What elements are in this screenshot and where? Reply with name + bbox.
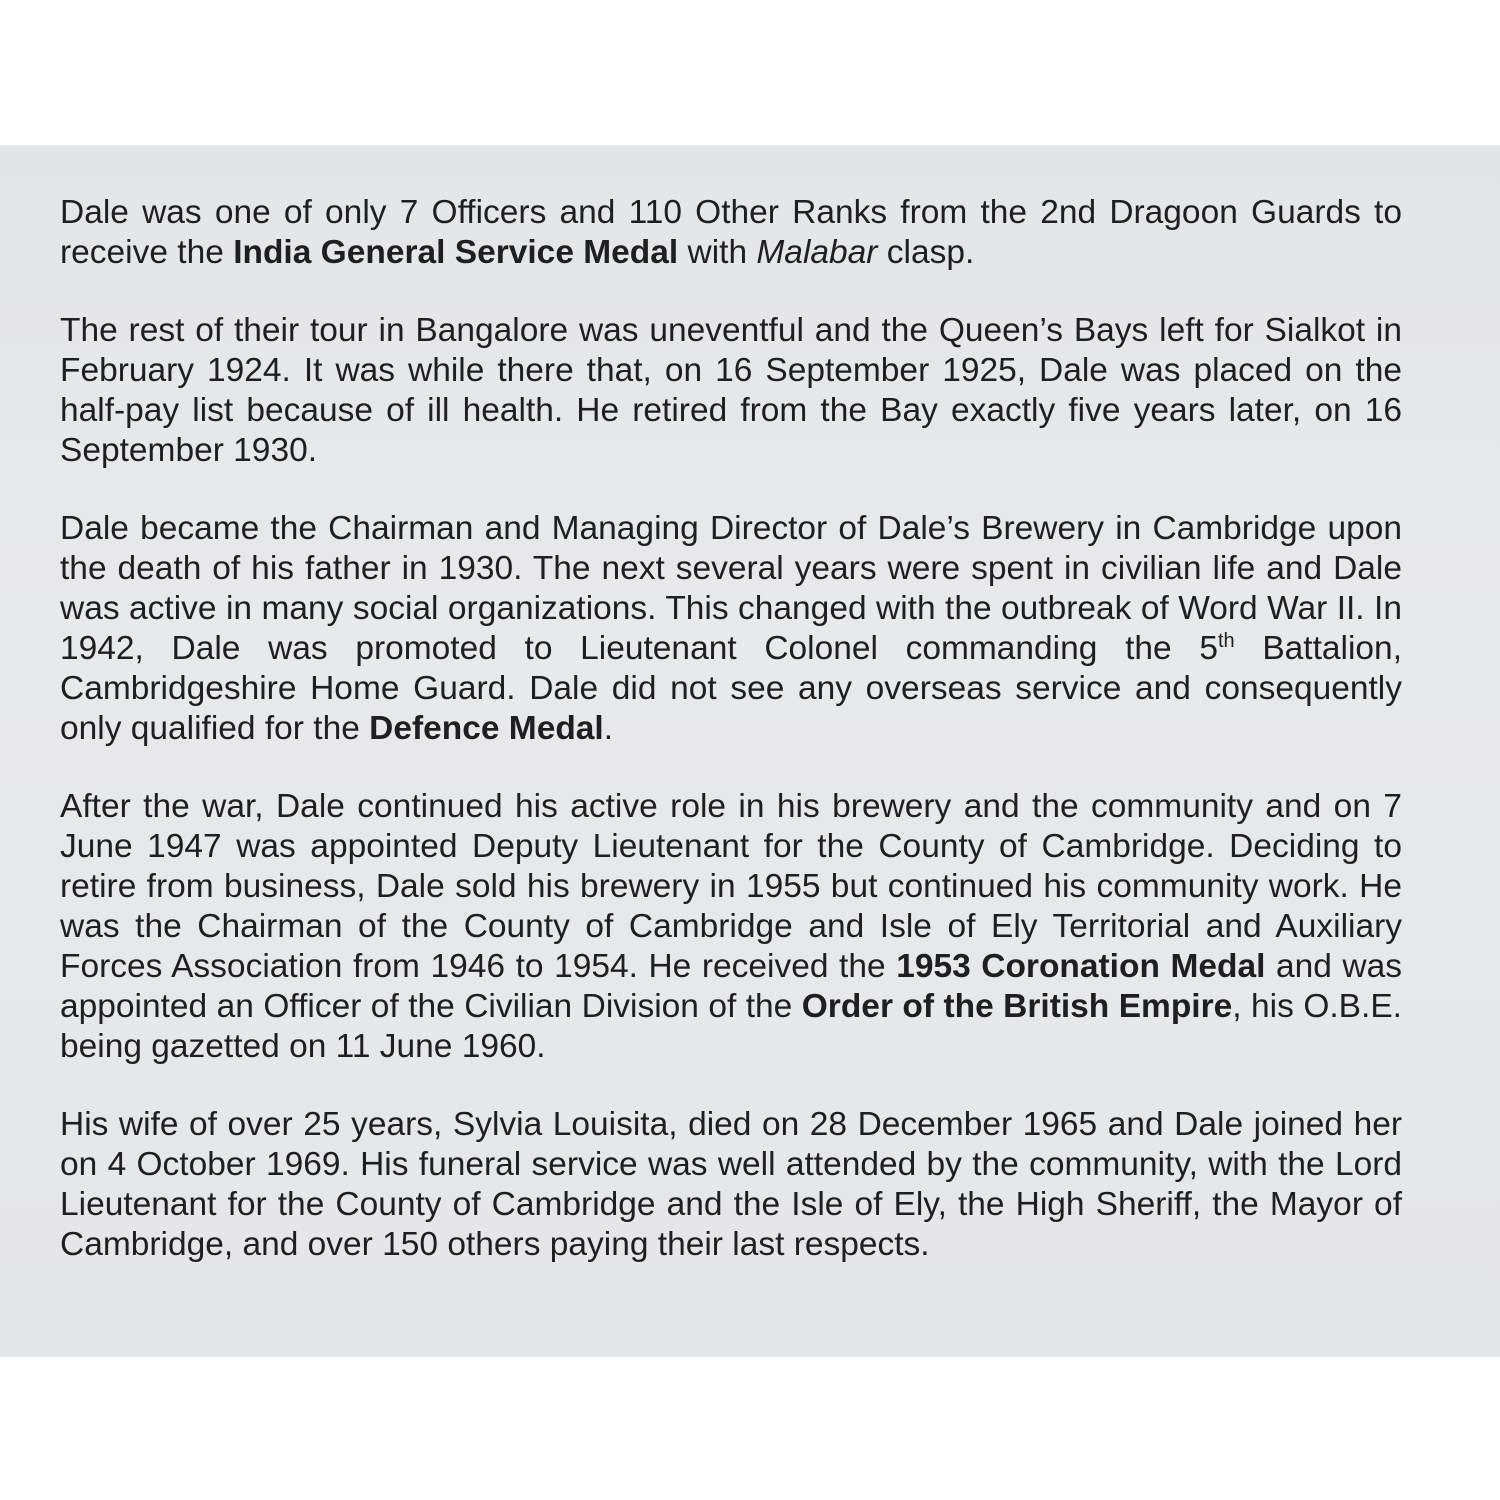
text-segment: Dale became the Chairman and Managing Director of Dale’s Brewery in Cambridge upon the death of his father in 1930. The next several years were spent in civilian life and Dale was active in many social organizations. This changed with the outbreak of Word War II. In 1942, Dale was promoted to Lieutenant Colonel commanding the 5 bbox=[60, 510, 1402, 667]
text-segment: and was appointed an Officer of the Civilian Division of the bbox=[60, 948, 1403, 1025]
text-segment: . bbox=[603, 710, 614, 747]
document-page bbox=[0, 145, 1500, 1357]
text-segment: Battalion, Cambridgeshire Home Guard. Dale did not see any overseas service and consequently only qualified for the bbox=[60, 630, 1402, 747]
bold-text: Defence Medal bbox=[369, 710, 604, 747]
paragraph-5 bbox=[60, 1105, 1402, 1265]
bold-text: 1953 Coronation Medal bbox=[896, 948, 1266, 985]
paragraph-1 bbox=[60, 193, 1402, 273]
document-body bbox=[60, 193, 1402, 1303]
paragraph-2 bbox=[60, 311, 1402, 471]
text-segment: , his O.B.E. being gazetted on 11 June 1960. bbox=[60, 988, 1402, 1065]
text-segment: The rest of their tour in Bangalore was uneventful and the Queen’s Bays left for Sialkot in February 1924. It was while there that, on 16 September 1925, Dale was placed on the half-pay list because of ill health. He retired from the Bay exactly five years later, on 16 September 1930. bbox=[60, 312, 1402, 469]
text-segment: Dale was one of only 7 Officers and 110 Other Ranks from the 2nd Dragoon Guards to receive the bbox=[60, 194, 1402, 271]
bold-text: Order of the British Empire bbox=[801, 988, 1233, 1025]
text-segment: After the war, Dale continued his active role in his brewery and the community and on 7 June 1947 was appointed Deputy Lieutenant for the County of Cambridge. Deciding to retire from business, Dale sold his brewery in 1955 but continued his community work. He was the Chairman of the County of Cambridge and Isle of Ely Territorial and Auxiliary Forces Association from 1946 to 1954. He received the bbox=[60, 788, 1402, 985]
superscript-text: th bbox=[1217, 629, 1235, 652]
paragraph-3 bbox=[60, 509, 1402, 749]
paragraph-4 bbox=[60, 787, 1402, 1067]
text-segment: clasp. bbox=[877, 234, 975, 271]
bold-text: India General Service Medal bbox=[233, 234, 679, 271]
text-segment: His wife of over 25 years, Sylvia Louisita, died on 28 December 1965 and Dale joined her on 4 October 1969. His funeral service was well attended by the community, with the Lord Lieutenant for the County of Cambridge and the Isle of Ely, the High Sheriff, the Mayor of Cambridge, and over 150 others paying their last respects. bbox=[60, 1106, 1402, 1263]
italic-text: Malabar bbox=[756, 234, 878, 271]
text-segment: with bbox=[678, 234, 757, 271]
